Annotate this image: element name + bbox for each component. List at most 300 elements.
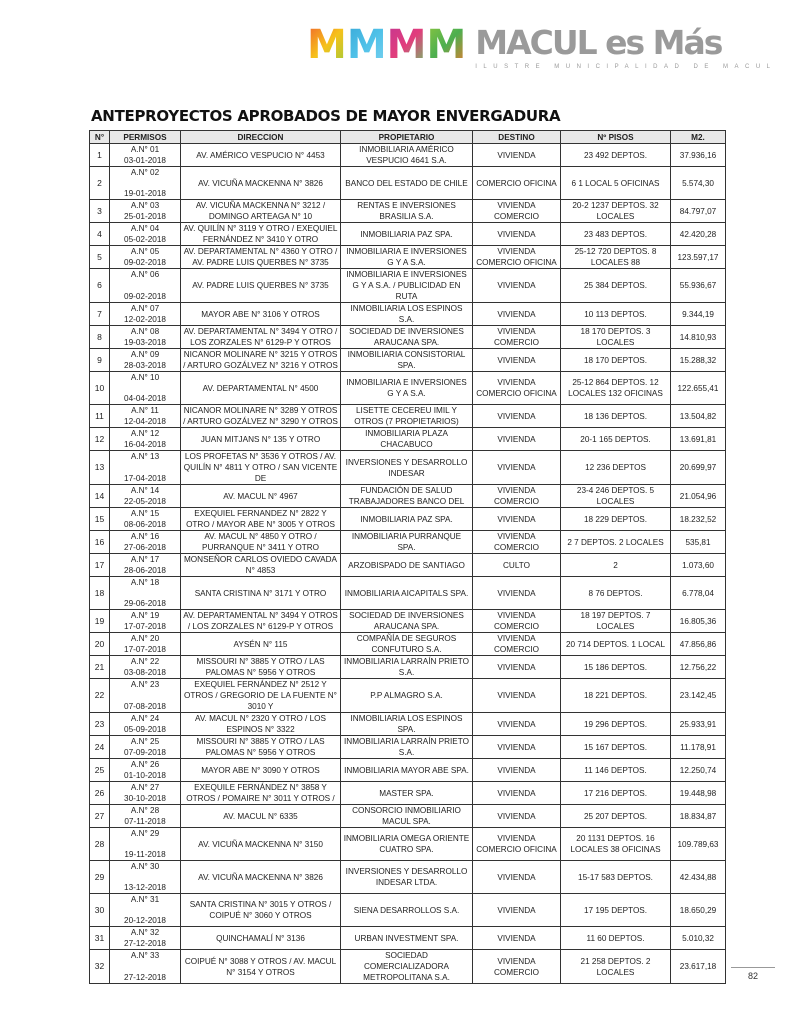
cell-propietario: INMOBILIARIA E INVERSIONES G Y A S.A. / PUBLICIDAD EN RUTA — [341, 269, 473, 303]
permiso-number: A.N° 20 — [130, 634, 160, 643]
logo-letter: M — [346, 22, 386, 68]
cell-pisos: 20 714 DEPTOS. 1 LOCAL — [561, 633, 671, 656]
cell-destino: VIVIENDA — [473, 894, 561, 927]
logo-mark — [307, 24, 465, 66]
table-row — [90, 828, 726, 861]
cell-m2: 15.288,32 — [671, 349, 726, 372]
cell-n: 12 — [90, 428, 110, 451]
cell-m2: 47.856,86 — [671, 633, 726, 656]
cell-pisos: 25 384 DEPTOS. — [561, 269, 671, 303]
permiso-number: A.N° 25 — [130, 737, 160, 746]
permiso-date: 05-09-2018 — [124, 725, 166, 734]
table-row — [90, 349, 726, 372]
table-header-row — [90, 131, 726, 144]
cell-n: 30 — [90, 894, 110, 927]
cell-destino: VIVIENDA COMERCIO — [473, 950, 561, 984]
table-row — [90, 759, 726, 782]
cell-n: 1 — [90, 144, 110, 167]
cell-permiso — [110, 428, 181, 451]
permiso-number: A.N° 15 — [130, 509, 160, 518]
cell-m2: 5.574,30 — [671, 167, 726, 200]
header-pisos: Nº PISOS — [561, 131, 671, 144]
cell-n: 7 — [90, 303, 110, 326]
cell-permiso — [110, 246, 181, 269]
cell-pisos: 2 7 DEPTOS. 2 LOCALES — [561, 531, 671, 554]
cell-propietario: INMOBILIARIA E INVERSIONES G Y A S.A. — [341, 246, 473, 269]
cell-permiso — [110, 223, 181, 246]
cell-destino: VIVIENDA — [473, 303, 561, 326]
permiso-number: A.N° 10 — [130, 373, 160, 382]
permiso-number: A.N° 08 — [130, 327, 160, 336]
cell-propietario: INVERSIONES Y DESARROLLO INDESAR LTDA. — [341, 861, 473, 894]
cell-pisos: 6 1 LOCAL 5 OFICINAS — [561, 167, 671, 200]
cell-n: 2 — [90, 167, 110, 200]
cell-destino: VIVIENDA — [473, 428, 561, 451]
cell-n: 18 — [90, 577, 110, 610]
cell-n: 8 — [90, 326, 110, 349]
cell-direccion: AV. MACUL N° 4967 — [181, 485, 341, 508]
cell-permiso — [110, 679, 181, 713]
cell-m2: 12.250,74 — [671, 759, 726, 782]
cell-permiso — [110, 736, 181, 759]
cell-propietario: INMOBILIARIA AMÉRICO VESPUCIO 4641 S.A. — [341, 144, 473, 167]
header-direccion: DIRECCION — [181, 131, 341, 144]
cell-direccion: NICANOR MOLINARE N° 3289 Y OTROS / ARTURO GOZÁLVEZ N° 3290 Y OTROS — [181, 405, 341, 428]
permiso-date: 27-12-2018 — [124, 939, 166, 948]
cell-propietario: INMOBILIARIA LARRAÍN PRIETO S.A. — [341, 656, 473, 679]
cell-pisos: 20-2 1237 DEPTOS. 32 LOCALES — [561, 200, 671, 223]
cell-direccion: EXEQUIEL FERNANDEZ N° 2822 Y OTRO / MAYOR ABE N° 3005 Y OTROS — [181, 508, 341, 531]
cell-n: 14 — [90, 485, 110, 508]
cell-propietario: FUNDACIÓN DE SALUD TRABAJADORES BANCO DEL — [341, 485, 473, 508]
permiso-number: A.N° 12 — [130, 429, 160, 438]
permiso-number: A.N° 31 — [130, 895, 160, 904]
cell-permiso — [110, 713, 181, 736]
cell-propietario: INMOBILIARIA PAZ SPA. — [341, 508, 473, 531]
cell-pisos: 18 170 DEPTOS. 3 LOCALES — [561, 326, 671, 349]
permiso-number: A.N° 22 — [130, 657, 160, 666]
cell-permiso — [110, 144, 181, 167]
permiso-number: A.N° 23 — [130, 680, 160, 689]
cell-permiso — [110, 269, 181, 303]
permiso-date: 07-09-2018 — [124, 748, 166, 757]
cell-permiso — [110, 633, 181, 656]
cell-direccion: AV. VICUÑA MACKENNA N° 3826 — [181, 167, 341, 200]
logo-name: MACUL es Más — [475, 23, 722, 62]
permiso-date: 05-02-2018 — [124, 235, 166, 244]
cell-m2: 1.073,60 — [671, 554, 726, 577]
cell-m2: 23.617,18 — [671, 950, 726, 984]
cell-m2: 18.650,29 — [671, 894, 726, 927]
table-row — [90, 451, 726, 485]
cell-propietario: RENTAS E INVERSIONES BRASILIA S.A. — [341, 200, 473, 223]
footer-divider — [731, 967, 775, 968]
cell-direccion: MONSEÑOR CARLOS OVIEDO CAVADA N° 4853 — [181, 554, 341, 577]
permiso-date: 03-01-2018 — [124, 156, 166, 165]
cell-direccion: EXEQUILE FERNÁNDEZ N° 3858 Y OTROS / POMAIRE N° 3011 Y OTROS / — [181, 782, 341, 805]
cell-permiso — [110, 200, 181, 223]
permiso-number: A.N° 04 — [130, 224, 160, 233]
cell-destino: VIVIENDA — [473, 679, 561, 713]
permiso-number: A.N° 27 — [130, 783, 160, 792]
cell-propietario: INMOBILIARIA LARRAÍN PRIETO S.A. — [341, 736, 473, 759]
header-propietario: PROPIETARIO — [341, 131, 473, 144]
cell-destino: VIVIENDA — [473, 805, 561, 828]
cell-destino: COMERCIO OFICINA — [473, 167, 561, 200]
cell-permiso — [110, 828, 181, 861]
cell-pisos: 15-17 583 DEPTOS. — [561, 861, 671, 894]
cell-direccion: AV. DEPARTAMENTAL N° 4500 — [181, 372, 341, 405]
cell-permiso — [110, 531, 181, 554]
cell-n: 21 — [90, 656, 110, 679]
cell-m2: 23.142,45 — [671, 679, 726, 713]
table-row — [90, 736, 726, 759]
permiso-number: A.N° 32 — [130, 928, 160, 937]
permiso-date: 09-02-2018 — [124, 258, 166, 267]
cell-pisos: 25 207 DEPTOS. — [561, 805, 671, 828]
cell-m2: 21.054,96 — [671, 485, 726, 508]
cell-destino: VIVIENDA COMERCIO — [473, 200, 561, 223]
permiso-number: A.N° 18 — [130, 578, 160, 587]
cell-m2: 20.699,97 — [671, 451, 726, 485]
table-row — [90, 950, 726, 984]
permiso-number: A.N° 14 — [130, 486, 160, 495]
permiso-date: 01-10-2018 — [124, 771, 166, 780]
cell-destino: VIVIENDA COMERCIO — [473, 531, 561, 554]
cell-propietario: SIENA DESARROLLOS S.A. — [341, 894, 473, 927]
permiso-number: A.N° 17 — [130, 555, 160, 564]
table-row — [90, 428, 726, 451]
cell-permiso — [110, 656, 181, 679]
header-m2: M2. — [671, 131, 726, 144]
cell-n: 17 — [90, 554, 110, 577]
cell-pisos: 10 113 DEPTOS. — [561, 303, 671, 326]
cell-permiso — [110, 927, 181, 950]
permiso-date: 19-11-2018 — [124, 850, 166, 859]
cell-permiso — [110, 950, 181, 984]
cell-n: 23 — [90, 713, 110, 736]
cell-m2: 42.434,88 — [671, 861, 726, 894]
permiso-date: 19-03-2018 — [124, 338, 166, 347]
cell-pisos: 18 170 DEPTOS. — [561, 349, 671, 372]
cell-n: 9 — [90, 349, 110, 372]
cell-direccion: SANTA CRISTINA N° 3015 Y OTROS / COIPUÉ N° 3060 Y OTROS — [181, 894, 341, 927]
cell-m2: 6.778,04 — [671, 577, 726, 610]
permiso-number: A.N° 01 — [130, 145, 160, 154]
cell-propietario: SOCIEDAD DE INVERSIONES ARAUCANA SPA. — [341, 326, 473, 349]
permiso-date: 12-02-2018 — [124, 315, 166, 324]
cell-n: 24 — [90, 736, 110, 759]
table-row — [90, 269, 726, 303]
cell-m2: 109.789,63 — [671, 828, 726, 861]
cell-destino: VIVIENDA — [473, 223, 561, 246]
cell-pisos: 25-12 864 DEPTOS. 12 LOCALES 132 OFICINAS — [561, 372, 671, 405]
header-n: N° — [90, 131, 110, 144]
cell-pisos: 23-4 246 DEPTOS. 5 LOCALES — [561, 485, 671, 508]
cell-permiso — [110, 349, 181, 372]
permiso-number: A.N° 13 — [130, 452, 160, 461]
page-title: ANTEPROYECTOS APROBADOS DE MAYOR ENVERGADURA — [91, 107, 561, 125]
table-row — [90, 610, 726, 633]
cell-pisos: 18 221 DEPTOS. — [561, 679, 671, 713]
table-row — [90, 508, 726, 531]
cell-permiso — [110, 610, 181, 633]
permiso-date: 08-06-2018 — [124, 520, 166, 529]
municipal-logo — [307, 24, 777, 70]
cell-destino: VIVIENDA COMERCIO OFICINA — [473, 828, 561, 861]
cell-direccion: MISSOURI N° 3885 Y OTRO / LAS PALOMAS N° 5956 Y OTROS — [181, 736, 341, 759]
cell-permiso — [110, 759, 181, 782]
cell-propietario: INMOBILIARIA PAZ SPA. — [341, 223, 473, 246]
permiso-number: A.N° 02 — [130, 168, 160, 177]
cell-propietario: INMOBILIARIA LOS ESPINOS S.A. — [341, 303, 473, 326]
table-row — [90, 805, 726, 828]
cell-direccion: MISSOURI N° 3885 Y OTRO / LAS PALOMAS N° 5956 Y OTROS — [181, 656, 341, 679]
cell-pisos: 20 1131 DEPTOS. 16 LOCALES 38 OFICINAS — [561, 828, 671, 861]
cell-direccion: AV. VICUÑA MACKENNA N° 3826 — [181, 861, 341, 894]
cell-m2: 9.344,19 — [671, 303, 726, 326]
permiso-date: 30-10-2018 — [124, 794, 166, 803]
permiso-number: A.N° 09 — [130, 350, 160, 359]
cell-destino: VIVIENDA COMERCIO OFICINA — [473, 246, 561, 269]
cell-permiso — [110, 805, 181, 828]
cell-propietario: ARZOBISPADO DE SANTIAGO — [341, 554, 473, 577]
table-row — [90, 861, 726, 894]
cell-propietario: INMOBILIARIA OMEGA ORIENTE CUATRO SPA. — [341, 828, 473, 861]
cell-direccion: EXEQUIEL FERNÁNDEZ N° 2512 Y OTROS / GREGORIO DE LA FUENTE N° 3010 Y — [181, 679, 341, 713]
cell-pisos: 23 492 DEPTOS. — [561, 144, 671, 167]
cell-permiso — [110, 554, 181, 577]
permiso-date: 07-11-2018 — [124, 817, 166, 826]
cell-destino: VIVIENDA — [473, 927, 561, 950]
cell-direccion: AV. QUILÍN N° 3119 Y OTRO / EXEQUIEL FERNÁNDEZ N° 3410 Y OTRO — [181, 223, 341, 246]
permiso-date: 19-01-2018 — [124, 189, 166, 198]
cell-pisos: 15 186 DEPTOS. — [561, 656, 671, 679]
table-row — [90, 223, 726, 246]
cell-permiso — [110, 451, 181, 485]
cell-destino: VIVIENDA — [473, 508, 561, 531]
permiso-date: 09-02-2018 — [124, 292, 166, 301]
cell-pisos: 8 76 DEPTOS. — [561, 577, 671, 610]
cell-n: 4 — [90, 223, 110, 246]
cell-direccion: AV. DEPARTAMENTAL N° 3494 Y OTROS / LOS ZORZALES N° 6129-P Y OTROS — [181, 610, 341, 633]
cell-n: 26 — [90, 782, 110, 805]
cell-propietario: INMOBILIARIA LOS ESPINOS SPA. — [341, 713, 473, 736]
table-row — [90, 782, 726, 805]
table-row — [90, 485, 726, 508]
cell-n: 27 — [90, 805, 110, 828]
cell-propietario: LISETTE CECEREU IMIL Y OTROS (7 PROPIETARIOS) — [341, 405, 473, 428]
cell-direccion: MAYOR ABE N° 3090 Y OTROS — [181, 759, 341, 782]
cell-n: 20 — [90, 633, 110, 656]
permiso-number: A.N° 03 — [130, 201, 160, 210]
cell-n: 31 — [90, 927, 110, 950]
cell-permiso — [110, 782, 181, 805]
cell-direccion: LOS PROFETAS N° 3536 Y OTROS / AV. QUILÍN N° 4811 Y OTRO / SAN VICENTE DE — [181, 451, 341, 485]
permiso-number: A.N° 06 — [130, 270, 160, 279]
cell-destino: VIVIENDA — [473, 656, 561, 679]
cell-destino: VIVIENDA COMERCIO — [473, 485, 561, 508]
cell-m2: 535,81 — [671, 531, 726, 554]
table-row — [90, 713, 726, 736]
table-row — [90, 927, 726, 950]
cell-n: 13 — [90, 451, 110, 485]
cell-n: 11 — [90, 405, 110, 428]
cell-propietario: INMOBILIARIA E INVERSIONES G Y A S.A. — [341, 372, 473, 405]
cell-pisos: 11 146 DEPTOS. — [561, 759, 671, 782]
cell-n: 10 — [90, 372, 110, 405]
cell-n: 28 — [90, 828, 110, 861]
permiso-number: A.N° 11 — [131, 406, 159, 415]
logo-subtitle: ILUSTRE MUNICIPALIDAD DE MACUL — [475, 64, 777, 70]
permiso-date: 16-04-2018 — [124, 440, 166, 449]
cell-m2: 37.936,16 — [671, 144, 726, 167]
cell-n: 3 — [90, 200, 110, 223]
cell-destino: VIVIENDA COMERCIO OFICINA — [473, 372, 561, 405]
table-row — [90, 554, 726, 577]
cell-m2: 12.756,22 — [671, 656, 726, 679]
cell-propietario: MASTER SPA. — [341, 782, 473, 805]
cell-destino: VIVIENDA COMERCIO — [473, 326, 561, 349]
permiso-number: A.N° 26 — [130, 760, 160, 769]
cell-permiso — [110, 894, 181, 927]
cell-n: 25 — [90, 759, 110, 782]
cell-destino: VIVIENDA — [473, 405, 561, 428]
permiso-date: 07-08-2018 — [124, 702, 166, 711]
cell-n: 22 — [90, 679, 110, 713]
cell-destino: VIVIENDA — [473, 736, 561, 759]
cell-permiso — [110, 326, 181, 349]
cell-propietario: SOCIEDAD DE INVERSIONES ARAUCANA SPA. — [341, 610, 473, 633]
cell-direccion: AYSÉN N° 115 — [181, 633, 341, 656]
cell-m2: 42.420,28 — [671, 223, 726, 246]
permiso-date: 28-03-2018 — [124, 361, 166, 370]
permiso-date: 25-01-2018 — [124, 212, 166, 221]
cell-m2: 11.178,91 — [671, 736, 726, 759]
permiso-date: 13-12-2018 — [124, 883, 166, 892]
cell-destino: VIVIENDA — [473, 269, 561, 303]
cell-propietario: INMOBILIARIA MAYOR ABE SPA. — [341, 759, 473, 782]
cell-pisos: 17 216 DEPTOS. — [561, 782, 671, 805]
cell-pisos: 20-1 165 DEPTOS. — [561, 428, 671, 451]
cell-direccion: AV. AMÉRICO VESPUCIO N° 4453 — [181, 144, 341, 167]
cell-destino: VIVIENDA — [473, 759, 561, 782]
cell-pisos: 15 167 DEPTOS. — [561, 736, 671, 759]
cell-m2: 13.504,82 — [671, 405, 726, 428]
table-row — [90, 326, 726, 349]
page-number: 82 — [747, 971, 758, 981]
table-row — [90, 167, 726, 200]
cell-propietario: COMPAÑÍA DE SEGUROS CONFUTURO S.A. — [341, 633, 473, 656]
cell-destino: VIVIENDA — [473, 349, 561, 372]
cell-direccion: AV. MACUL N° 6335 — [181, 805, 341, 828]
table-row — [90, 144, 726, 167]
cell-destino: VIVIENDA — [473, 713, 561, 736]
cell-n: 6 — [90, 269, 110, 303]
cell-propietario: INMOBILIARIA AICAPITALS SPA. — [341, 577, 473, 610]
cell-pisos: 18 136 DEPTOS. — [561, 405, 671, 428]
cell-propietario: INVERSIONES Y DESARROLLO INDESAR — [341, 451, 473, 485]
cell-n: 5 — [90, 246, 110, 269]
permiso-number: A.N° 16 — [130, 532, 160, 541]
permiso-date: 03-08-2018 — [124, 668, 166, 677]
permiso-date: 27-12-2018 — [124, 973, 166, 982]
cell-propietario: CONSORCIO INMOBILIARIO MACUL SPA. — [341, 805, 473, 828]
cell-pisos: 11 60 DEPTOS. — [561, 927, 671, 950]
permiso-date: 27-06-2018 — [124, 543, 166, 552]
permiso-number: A.N° 29 — [130, 829, 160, 838]
cell-m2: 19.448,98 — [671, 782, 726, 805]
permiso-date: 28-06-2018 — [124, 566, 166, 575]
cell-pisos: 18 229 DEPTOS. — [561, 508, 671, 531]
permiso-number: A.N° 28 — [130, 806, 160, 815]
permiso-date: 17-07-2018 — [124, 622, 166, 631]
permiso-number: A.N° 30 — [130, 862, 160, 871]
cell-direccion: MAYOR ABE N° 3106 Y OTROS — [181, 303, 341, 326]
cell-m2: 123.597,17 — [671, 246, 726, 269]
cell-m2: 55.936,67 — [671, 269, 726, 303]
table-row — [90, 894, 726, 927]
cell-permiso — [110, 861, 181, 894]
cell-pisos: 12 236 DEPTOS — [561, 451, 671, 485]
cell-m2: 18.232,52 — [671, 508, 726, 531]
cell-propietario: BANCO DEL ESTADO DE CHILE — [341, 167, 473, 200]
permiso-date: 12-04-2018 — [124, 417, 166, 426]
cell-propietario: P.P ALMAGRO S.A. — [341, 679, 473, 713]
permiso-date: 20-12-2018 — [124, 916, 166, 925]
cell-permiso — [110, 577, 181, 610]
cell-propietario: URBAN INVESTMENT SPA. — [341, 927, 473, 950]
cell-permiso — [110, 303, 181, 326]
cell-n: 32 — [90, 950, 110, 984]
cell-destino: VIVIENDA — [473, 577, 561, 610]
table-row — [90, 531, 726, 554]
table-row — [90, 372, 726, 405]
table-row — [90, 577, 726, 610]
table-row — [90, 303, 726, 326]
cell-propietario: SOCIEDAD COMERCIALIZADORA METROPOLITANA S.A. — [341, 950, 473, 984]
cell-pisos: 18 197 DEPTOS. 7 LOCALES — [561, 610, 671, 633]
logo-letter: M — [426, 22, 466, 68]
cell-n: 29 — [90, 861, 110, 894]
cell-m2: 18.834,87 — [671, 805, 726, 828]
cell-m2: 13.691,81 — [671, 428, 726, 451]
cell-pisos: 17 195 DEPTOS. — [561, 894, 671, 927]
anteproyectos-table — [89, 130, 726, 984]
permiso-number: A.N° 24 — [130, 714, 160, 723]
cell-pisos: 23 483 DEPTOS. — [561, 223, 671, 246]
cell-direccion: AV. VICUÑA MACKENNA N° 3150 — [181, 828, 341, 861]
cell-destino: VIVIENDA — [473, 451, 561, 485]
cell-destino: VIVIENDA — [473, 861, 561, 894]
table-row — [90, 679, 726, 713]
cell-direccion: AV. VICUÑA MACKENNA N° 3212 / DOMINGO ARTEAGA N° 10 — [181, 200, 341, 223]
cell-destino: VIVIENDA COMERCIO — [473, 633, 561, 656]
permiso-number: A.N° 33 — [130, 951, 160, 960]
cell-permiso — [110, 167, 181, 200]
cell-destino: VIVIENDA COMERCIO — [473, 610, 561, 633]
cell-m2: 14.810,93 — [671, 326, 726, 349]
permiso-date: 22-05-2018 — [124, 497, 166, 506]
permiso-date: 17-07-2018 — [124, 645, 166, 654]
table-row — [90, 405, 726, 428]
cell-pisos: 21 258 DEPTOS. 2 LOCALES — [561, 950, 671, 984]
permiso-date: 04-04-2018 — [124, 394, 166, 403]
cell-direccion: AV. DEPARTAMENTAL N° 3494 Y OTRO / LOS ZORZALES N° 6129-P Y OTROS — [181, 326, 341, 349]
cell-propietario: INMOBILIARIA PURRANQUE SPA. — [341, 531, 473, 554]
cell-m2: 16.805,36 — [671, 610, 726, 633]
header-destino: DESTINO — [473, 131, 561, 144]
